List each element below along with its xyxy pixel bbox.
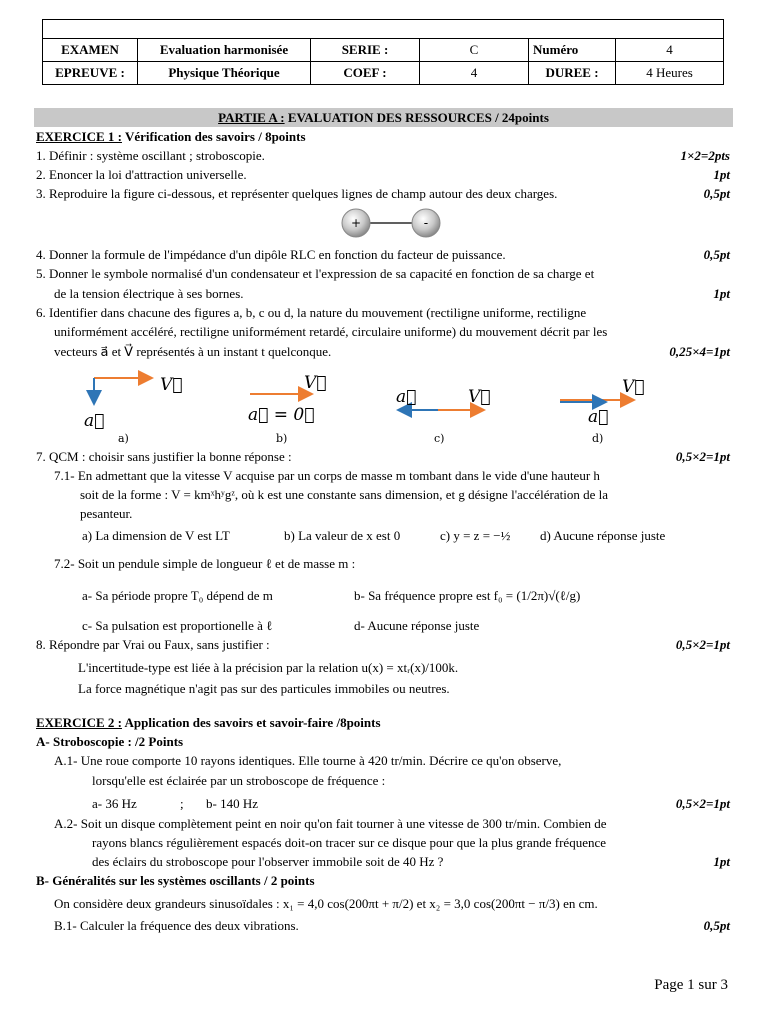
- question-a2-line-3: des éclairs du stroboscope pour l'observer immobile soit de 40 Hz ?: [92, 854, 444, 869]
- section-b-title: B- Généralités sur les systèmes oscillants / 2 points: [36, 873, 315, 888]
- figure-c-label: c): [434, 432, 445, 445]
- vector-v-label: V⃗: [304, 373, 327, 393]
- question-8-statement-2: La force magnétique n'agit pas sur des particules immobiles ou neutres.: [78, 681, 450, 696]
- question-8-statement-1: L'incertitude-type est liée à la précision par la relation u(x) = xtᵣ(x)/100k.: [78, 660, 459, 675]
- header-empty-cell: [43, 20, 724, 39]
- question-b1-points: 0,5pt: [703, 918, 730, 933]
- header-cell: 4: [616, 39, 724, 62]
- question-5-points: 1pt: [713, 286, 730, 301]
- part-a-title: EVALUATION DES RESSOURCES / 24points: [284, 110, 549, 125]
- charges-figure: [338, 206, 444, 240]
- header-cell: Evaluation harmonisée: [138, 39, 311, 62]
- vector-a-label: a⃗: [396, 387, 417, 407]
- question-5-line-1: 5. Donner le symbole normalisé d'un condensateur et l'expression de sa capacité en fonction de sa charge et: [36, 266, 595, 281]
- question-a2-points: 1pt: [713, 854, 730, 869]
- question-a1-line-1: A.1- Une roue comporte 10 rayons identiques. Elle tourne à 420 tr/min. Décrire ce qu'on observe,: [54, 753, 562, 768]
- exercise-2-title: [36, 714, 381, 731]
- question-7: 7. QCM : choisir sans justifier la bonne réponse :: [36, 449, 292, 464]
- question-5-line-2: de la tension électrique à ses bornes.: [54, 286, 244, 301]
- qcm-7-2-option-c: c- Sa pulsation est proportionelle à ℓ: [82, 618, 273, 633]
- header-cell: EXAMEN: [43, 39, 138, 62]
- question-a1-line-2: lorsqu'elle est éclairée par un stroboscope de fréquence :: [92, 773, 386, 788]
- header-cell: C: [420, 39, 529, 62]
- exercise-1-title: [36, 128, 306, 145]
- question-4: 4. Donner la formule de l'impédance d'un dipôle RLC en fonction du facteur de puissance.: [36, 247, 506, 262]
- exercise-1-subtitle: Vérification des savoirs / 8points: [121, 129, 306, 144]
- question-3: 3. Reproduire la figure ci-dessous, et représenter quelques lignes de champ autour des deux charges.: [36, 186, 558, 201]
- header-cell: Numéro: [529, 39, 616, 62]
- qcm-7-2-option-d: d- Aucune réponse juste: [354, 618, 480, 633]
- question-a1-option-b: b- 140 Hz: [206, 796, 258, 811]
- part-a-label: PARTIE A :: [218, 110, 285, 125]
- question-6-points: 0,25×4=1pt: [669, 344, 730, 359]
- figure-b: [248, 373, 326, 445]
- question-7-2: 7.2- Soit un pendule simple de longueur ℓ et de masse m :: [54, 556, 356, 571]
- figure-b-label: b): [276, 432, 288, 445]
- question-4-points: 0,5pt: [703, 247, 730, 262]
- question-b1: B.1- Calculer la fréquence des deux vibrations.: [54, 918, 299, 933]
- question-7-1-line-1: 7.1- En admettant que la vitesse V acquise par un corps de masse m tombant dans le vide d'une hauteur h: [54, 468, 600, 483]
- question-7-1-line-3: pesanteur.: [80, 506, 133, 521]
- question-6-line-3: vecteurs a⃗ et V⃗ représentés à un instant t quelconque.: [54, 344, 332, 359]
- qcm-7-2-option-b: b- Sa fréquence propre est f₀ = (1/2π)√(ℓ/g): [354, 588, 581, 603]
- qcm-7-1-option-c: c) y = z = −½: [440, 528, 511, 543]
- vector-v-label: V⃗: [160, 375, 183, 395]
- vector-a-zero-label: a⃗ = 0⃗: [248, 405, 315, 425]
- qcm-7-1-option-a: a) La dimension de V est LT: [82, 528, 230, 543]
- vector-a-label: a⃗: [84, 411, 105, 431]
- figure-a-label: a): [118, 432, 129, 445]
- figure-a: [84, 375, 182, 445]
- vector-v-label: V⃗: [622, 377, 645, 397]
- qcm-7-2-option-a: a- Sa période propre T₀ dépend de m: [82, 588, 273, 603]
- section-a-title: A- Stroboscopie : /2 Points: [36, 734, 184, 749]
- vector-a-label: a⃗: [588, 407, 609, 427]
- question-a1-points: 0,5×2=1pt: [675, 796, 730, 811]
- section-b-intro: On considère deux grandeurs sinusoïdales : x₁ = 4,0 cos(200πt + π/2) et x₂ = 3,0 cos(200πt − π/3) en cm.: [54, 896, 598, 911]
- exercise-2-label: EXERCICE 2 :: [36, 715, 122, 730]
- header-row-top: [43, 20, 724, 39]
- exam-header-table: [42, 19, 724, 85]
- question-1: 1. Définir : système oscillant ; stroboscopie.: [36, 148, 265, 163]
- header-cell: COEF :: [311, 62, 420, 85]
- question-a1-separator: ;: [180, 796, 184, 811]
- question-a1-option-a: a- 36 Hz: [92, 796, 137, 811]
- header-row-1: [43, 39, 724, 62]
- question-8: 8. Répondre par Vrai ou Faux, sans justifier :: [36, 637, 270, 652]
- header-cell: 4: [420, 62, 529, 85]
- header-cell: DUREE :: [529, 62, 616, 85]
- header-cell: EPREUVE :: [43, 62, 138, 85]
- question-7-1-line-2: soit de la forme : V = kmˣhʸgᶻ, où k est une constante sans dimension, et g désigne l'accélération de la: [80, 487, 608, 502]
- vector-figures: [60, 364, 660, 452]
- question-3-points: 0,5pt: [703, 186, 730, 201]
- page-number: Page 1 sur 3: [654, 977, 728, 993]
- vector-v-label: V⃗: [468, 387, 491, 407]
- question-8-points: 0,5×2=1pt: [675, 637, 730, 652]
- header-cell: Physique Théorique: [138, 62, 311, 85]
- question-2: 2. Enoncer la loi d'attraction universelle.: [36, 167, 247, 182]
- header-row-2: [43, 62, 724, 85]
- question-1-points: 1×2=2pts: [680, 148, 730, 163]
- question-2-points: 1pt: [713, 167, 730, 182]
- exercise-1-label: EXERCICE 1 :: [36, 129, 122, 144]
- part-a-banner: [34, 108, 733, 127]
- exercise-2-subtitle: Application des savoirs et savoir-faire /8points: [121, 715, 381, 730]
- qcm-7-1-option-d: d) Aucune réponse juste: [540, 528, 666, 543]
- question-6-line-2: uniformément accéléré, rectiligne uniformément retardé, circulaire uniforme) du mouvement décrit par les: [54, 324, 608, 339]
- positive-charge-sign: +: [350, 216, 362, 230]
- qcm-7-1-option-b: b) La valeur de x est 0: [284, 528, 401, 543]
- question-a2-line-1: A.2- Soit un disque complètement peint en noir qu'on fait tourner à une vitesse de 300 tr/min. Combien de: [54, 816, 607, 831]
- question-6-line-1: 6. Identifier dans chacune des figures a, b, c ou d, la nature du mouvement (rectiligne uniforme, rectiligne: [36, 305, 587, 320]
- question-7-points: 0,5×2=1pt: [675, 449, 730, 464]
- figure-c: [396, 387, 490, 445]
- figure-d-label: d): [592, 432, 604, 445]
- question-a2-line-2: rayons blancs régulièrement espacés doit-on tracer sur ce disque pour que la plus grande fréquence: [92, 835, 607, 850]
- negative-charge-sign: -: [423, 216, 429, 231]
- header-cell: SERIE :: [311, 39, 420, 62]
- header-cell: 4 Heures: [616, 62, 724, 85]
- figure-d: [560, 377, 644, 445]
